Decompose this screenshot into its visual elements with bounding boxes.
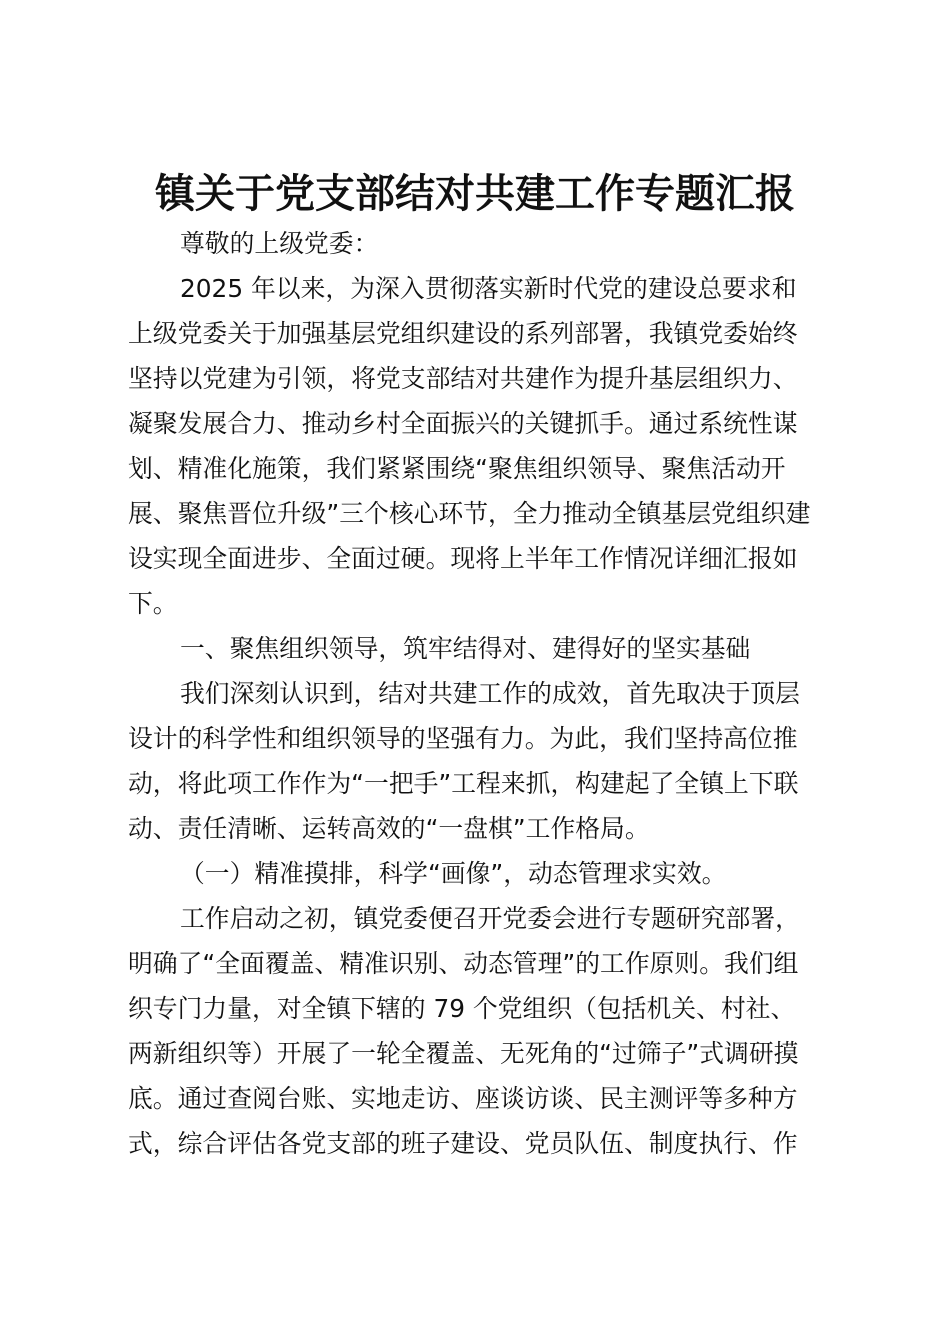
paragraph-line: 下。: [128, 589, 178, 618]
paragraph-line: 底。通过查阅台账、实地走访、座谈访谈、民主测评等多种方: [128, 1084, 798, 1113]
paragraph-line: 坚持以党建为引领，将党支部结对共建作为提升基层组织力、: [128, 364, 798, 393]
paragraph-line: 明确了“全面覆盖、精准识别、动态管理”的工作原则。我们组: [128, 949, 799, 978]
salutation: 尊敬的上级党委：: [180, 229, 379, 258]
paragraph-line: 织专门力量，对全镇下辖的 79 个党组织（包括机关、村社、: [128, 994, 796, 1023]
paragraph-line: 工作启动之初，镇党委便召开党委会进行专题研究部署，: [180, 904, 800, 933]
paragraph-line: 凝聚发展合力、推动乡村全面振兴的关键抓手。通过系统性谋: [128, 409, 798, 438]
section-heading: 一、聚焦组织领导，筑牢结得对、建得好的坚实基础: [180, 634, 751, 663]
paragraph-line: 动、责任清晰、运转高效的“一盘棋”工作格局。: [128, 814, 650, 843]
paragraph-line: 式，综合评估各党支部的班子建设、党员队伍、制度执行、作: [128, 1129, 798, 1158]
paragraph-line: 上级党委关于加强基层党组织建设的系列部署，我镇党委始终: [128, 319, 798, 348]
paragraph-line: 动，将此项工作作为“一把手”工程来抓，构建起了全镇上下联: [128, 769, 799, 798]
paragraph-line: 2025 年以来，为深入贯彻落实新时代党的建设总要求和: [180, 274, 797, 303]
paragraph-line: 展、聚焦晋位升级”三个核心环节，全力推动全镇基层党组织建: [128, 499, 811, 528]
paragraph-line: 我们深刻认识到，结对共建工作的成效，首先取决于顶层: [180, 679, 800, 708]
paragraph-line: 设计的科学性和组织领导的坚强有力。为此，我们坚持高位推: [128, 724, 798, 753]
subsection-heading: （一）精准摸排，科学“画像”，动态管理求实效。: [180, 859, 727, 888]
paragraph-line: 划、精准化施策，我们紧紧围绕“聚焦组织领导、聚焦活动开: [128, 454, 786, 483]
document-title: 镇关于党支部结对共建工作专题汇报: [155, 170, 795, 217]
paragraph-line: 两新组织等）开展了一轮全覆盖、无死角的“过筛子”式调研摸: [128, 1039, 799, 1068]
paragraph-line: 设实现全面进步、全面过硬。现将上半年工作情况详细汇报如: [128, 544, 798, 573]
